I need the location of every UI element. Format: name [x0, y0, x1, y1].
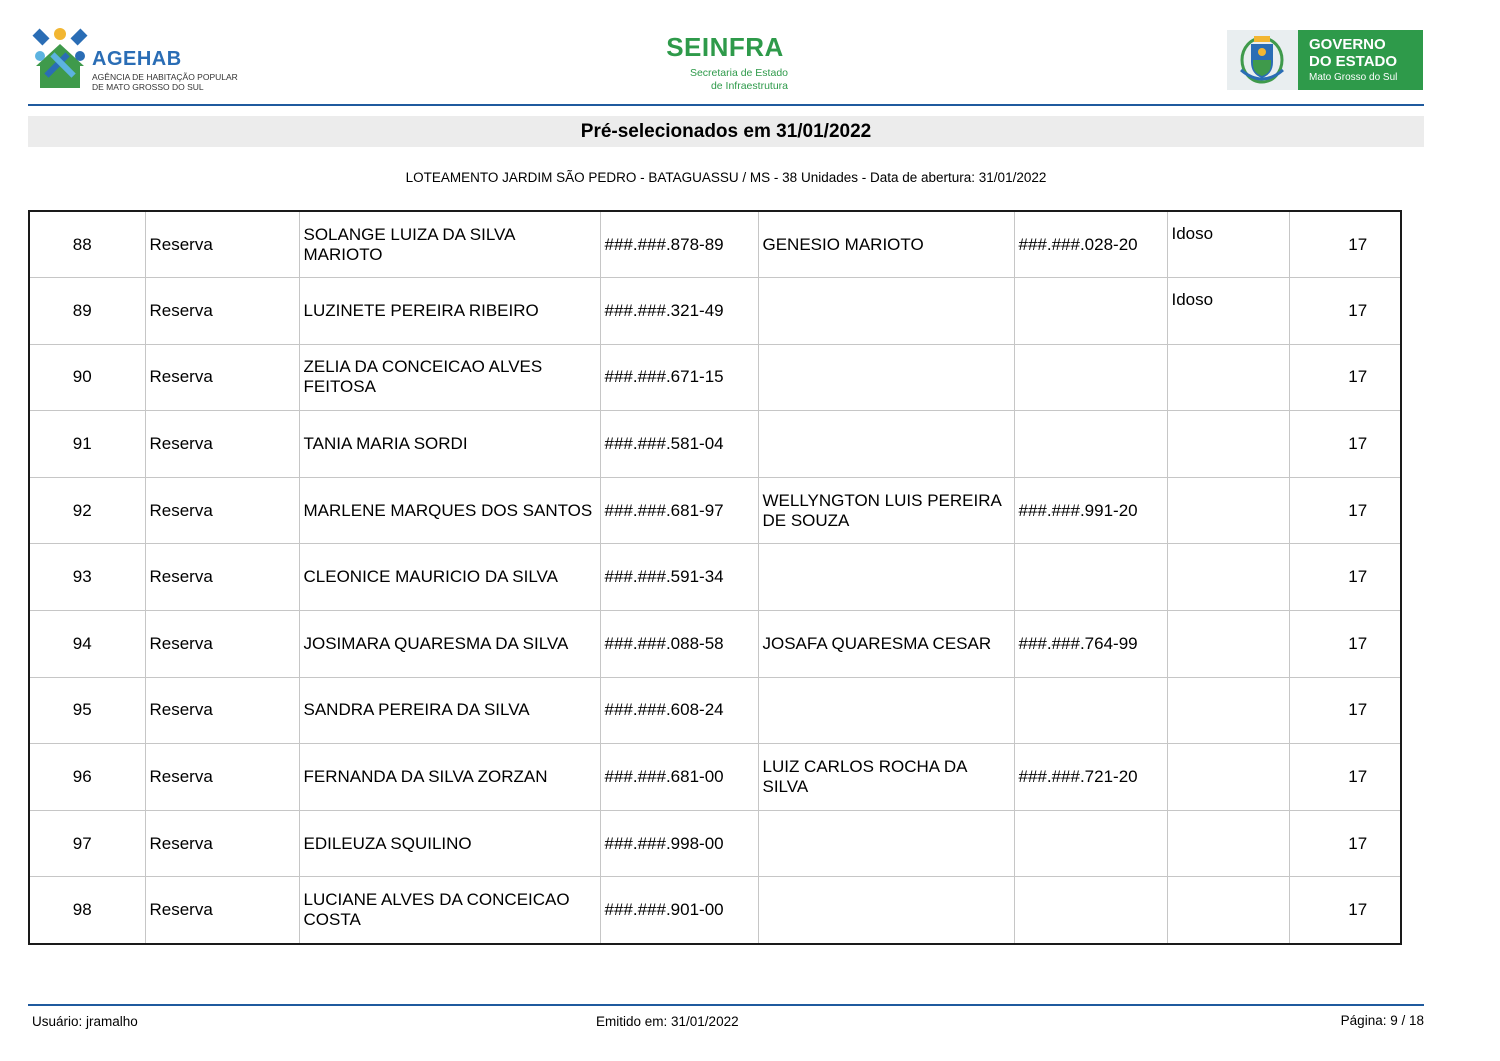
cell-status: Reserva	[145, 611, 299, 678]
footer-user: Usuário: jramalho	[32, 1014, 138, 1029]
header-divider	[28, 104, 1424, 106]
agehab-subtitle	[92, 72, 262, 92]
cell-holder-name: SOLANGE LUIZA DA SILVA MARIOTO	[299, 211, 600, 278]
cell-number: 93	[29, 544, 145, 611]
cell-category	[1167, 677, 1289, 744]
cell-score: 17	[1289, 744, 1401, 811]
cell-score: 17	[1289, 611, 1401, 678]
cell-holder-cpf: ###.###.998-00	[600, 810, 758, 877]
cell-spouse-cpf: ###.###.028-20	[1014, 211, 1167, 278]
cell-holder-cpf: ###.###.671-15	[600, 344, 758, 411]
table-row	[29, 477, 1401, 544]
state-crest-icon	[1227, 30, 1298, 90]
seinfra-name: SEINFRA	[666, 32, 784, 62]
cell-status: Reserva	[145, 344, 299, 411]
cell-spouse-cpf	[1014, 877, 1167, 944]
cell-number: 92	[29, 477, 145, 544]
governo-line3: Mato Grosso do Sul	[1309, 72, 1398, 83]
cell-holder-cpf: ###.###.608-24	[600, 677, 758, 744]
cell-score: 17	[1289, 477, 1401, 544]
cell-status: Reserva	[145, 477, 299, 544]
cell-spouse-cpf	[1014, 677, 1167, 744]
table-row	[29, 211, 1401, 278]
cell-holder-name: MARLENE MARQUES DOS SANTOS	[299, 477, 600, 544]
governo-logo	[1227, 30, 1423, 90]
cell-number: 91	[29, 411, 145, 478]
governo-line1: GOVERNO	[1309, 36, 1386, 53]
table-row	[29, 278, 1401, 345]
cell-number: 96	[29, 744, 145, 811]
cell-spouse-name: WELLYNGTON LUIS PEREIRA DE SOUZA	[758, 477, 1014, 544]
cell-spouse-cpf: ###.###.721-20	[1014, 744, 1167, 811]
cell-number: 97	[29, 810, 145, 877]
cell-spouse-cpf	[1014, 344, 1167, 411]
cell-spouse-cpf	[1014, 278, 1167, 345]
cell-category: Idoso	[1167, 278, 1289, 345]
governo-box	[1298, 30, 1423, 90]
cell-holder-name: SANDRA PEREIRA DA SILVA	[299, 677, 600, 744]
table-row	[29, 544, 1401, 611]
cell-holder-cpf: ###.###.581-04	[600, 411, 758, 478]
cell-category	[1167, 344, 1289, 411]
cell-score: 17	[1289, 877, 1401, 944]
cell-number: 94	[29, 611, 145, 678]
cell-category	[1167, 477, 1289, 544]
cell-holder-cpf: ###.###.681-97	[600, 477, 758, 544]
cell-spouse-cpf: ###.###.764-99	[1014, 611, 1167, 678]
cell-score: 17	[1289, 677, 1401, 744]
table-row	[29, 411, 1401, 478]
table-row	[29, 744, 1401, 811]
cell-spouse-name: LUIZ CARLOS ROCHA DA SILVA	[758, 744, 1014, 811]
cell-score: 17	[1289, 278, 1401, 345]
cell-spouse-name	[758, 877, 1014, 944]
footer-divider	[28, 1004, 1424, 1006]
page-subtitle: LOTEAMENTO JARDIM SÃO PEDRO - BATAGUASSU / MS - 38 Unidades - Data de abertura: 31/01/2022	[405, 170, 1047, 185]
cell-number: 88	[29, 211, 145, 278]
cell-spouse-cpf	[1014, 544, 1167, 611]
cell-status: Reserva	[145, 544, 299, 611]
cell-holder-name: TANIA MARIA SORDI	[299, 411, 600, 478]
cell-holder-cpf: ###.###.321-49	[600, 278, 758, 345]
cell-number: 95	[29, 677, 145, 744]
candidates-table	[28, 210, 1402, 945]
cell-status: Reserva	[145, 877, 299, 944]
seinfra-subtitle	[640, 67, 810, 93]
agehab-sub-line2: DE MATO GROSSO DO SUL	[92, 82, 204, 92]
cell-score: 17	[1289, 344, 1401, 411]
seinfra-logo	[640, 32, 810, 93]
cell-spouse-name	[758, 411, 1014, 478]
table-row	[29, 344, 1401, 411]
footer-emitted-date: Emitido em: 31/01/2022	[596, 1014, 739, 1029]
governo-line2: DO ESTADO	[1309, 53, 1398, 70]
cell-status: Reserva	[145, 411, 299, 478]
cell-holder-cpf: ###.###.878-89	[600, 211, 758, 278]
cell-score: 17	[1289, 211, 1401, 278]
cell-category	[1167, 877, 1289, 944]
cell-category	[1167, 411, 1289, 478]
cell-number: 89	[29, 278, 145, 345]
seinfra-sub-line1: Secretaria de Estado	[689, 67, 788, 79]
agehab-name: AGEHAB	[92, 48, 182, 70]
agehab-house-icon	[30, 26, 90, 90]
candidates-table-body	[29, 211, 1401, 944]
page-title: Pré-selecionados em 31/01/2022	[580, 121, 872, 142]
cell-score: 17	[1289, 411, 1401, 478]
cell-spouse-cpf	[1014, 411, 1167, 478]
cell-spouse-cpf	[1014, 810, 1167, 877]
cell-spouse-cpf: ###.###.991-20	[1014, 477, 1167, 544]
cell-holder-name: JOSIMARA QUARESMA DA SILVA	[299, 611, 600, 678]
cell-spouse-name: JOSAFA QUARESMA CESAR	[758, 611, 1014, 678]
cell-score: 17	[1289, 544, 1401, 611]
cell-holder-cpf: ###.###.591-34	[600, 544, 758, 611]
cell-holder-name: ZELIA DA CONCEICAO ALVES FEITOSA	[299, 344, 600, 411]
cell-spouse-name	[758, 344, 1014, 411]
cell-category	[1167, 611, 1289, 678]
cell-holder-name: LUZINETE PEREIRA RIBEIRO	[299, 278, 600, 345]
table-row	[29, 677, 1401, 744]
cell-status: Reserva	[145, 211, 299, 278]
cell-score: 17	[1289, 810, 1401, 877]
page-header	[0, 0, 1500, 106]
cell-holder-name: FERNANDA DA SILVA ZORZAN	[299, 744, 600, 811]
cell-number: 98	[29, 877, 145, 944]
cell-spouse-name	[758, 810, 1014, 877]
table-row	[29, 611, 1401, 678]
cell-holder-name: EDILEUZA SQUILINO	[299, 810, 600, 877]
seinfra-sub-line2: de Infraestrutura	[710, 80, 788, 92]
agehab-sub-line1: AGÊNCIA DE HABITAÇÃO POPULAR	[92, 72, 238, 82]
cell-category	[1167, 544, 1289, 611]
cell-status: Reserva	[145, 677, 299, 744]
cell-holder-cpf: ###.###.088-58	[600, 611, 758, 678]
cell-spouse-name	[758, 544, 1014, 611]
cell-holder-cpf: ###.###.901-00	[600, 877, 758, 944]
table-row	[29, 877, 1401, 944]
cell-holder-cpf: ###.###.681-00	[600, 744, 758, 811]
cell-spouse-name	[758, 278, 1014, 345]
agehab-logo	[30, 26, 250, 92]
title-bar	[28, 116, 1424, 147]
cell-category: Idoso	[1167, 211, 1289, 278]
cell-status: Reserva	[145, 810, 299, 877]
cell-spouse-name	[758, 677, 1014, 744]
cell-holder-name: LUCIANE ALVES DA CONCEICAO COSTA	[299, 877, 600, 944]
cell-spouse-name: GENESIO MARIOTO	[758, 211, 1014, 278]
cell-category	[1167, 744, 1289, 811]
cell-status: Reserva	[145, 278, 299, 345]
footer-page-number: Página: 9 / 18	[1340, 1013, 1424, 1028]
table-row	[29, 810, 1401, 877]
cell-holder-name: CLEONICE MAURICIO DA SILVA	[299, 544, 600, 611]
cell-status: Reserva	[145, 744, 299, 811]
cell-number: 90	[29, 344, 145, 411]
cell-category	[1167, 810, 1289, 877]
